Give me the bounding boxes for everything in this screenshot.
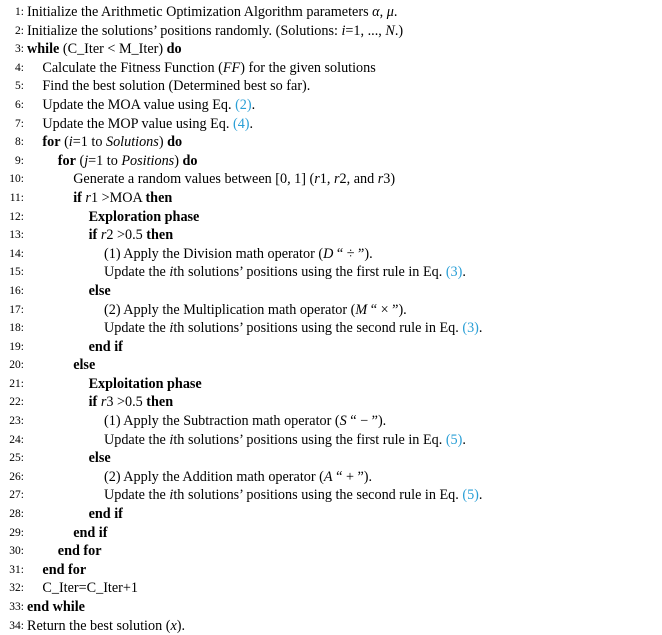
line-number: 30:	[9, 545, 24, 558]
math-symbol: i	[169, 487, 174, 504]
math-symbol: FF	[222, 59, 241, 76]
text-segment: Initialize the Arithmetic Optimization Algorithm parameters	[27, 4, 373, 20]
text-segment: 1,	[319, 171, 334, 188]
equation-reference-link[interactable]: (2)	[235, 96, 252, 113]
text-segment: th solutions’ positions using the first rule in Eq.	[173, 431, 446, 448]
text-segment: th solutions’ positions using the first rule in Eq.	[173, 264, 446, 281]
line-text	[89, 226, 174, 245]
text-segment: th solutions’ positions using the second rule in Eq.	[173, 320, 463, 337]
line-text	[89, 393, 174, 412]
text-segment: .	[462, 431, 466, 448]
math-symbol: r	[333, 171, 340, 188]
keyword: for	[57, 152, 76, 169]
text-segment: .	[251, 96, 256, 113]
line-number: 9:	[15, 154, 24, 167]
line-text	[104, 486, 482, 505]
text-segment: (1) Apply the Division math operator (	[104, 245, 324, 262]
math-symbol: r	[85, 189, 91, 206]
math-symbol: r	[100, 394, 107, 411]
text-segment: Update the	[104, 431, 170, 448]
line-number: 18:	[9, 322, 24, 335]
line-text	[42, 96, 255, 115]
keyword: end while	[27, 599, 85, 615]
line-text	[27, 22, 403, 41]
line-text	[42, 561, 86, 580]
text-segment: th solutions’ positions using the second rule in Eq.	[173, 487, 463, 504]
line-number: 29:	[9, 526, 24, 539]
line-number: 3:	[15, 43, 24, 56]
line-number: 28:	[9, 508, 24, 521]
line-text	[104, 412, 386, 431]
text-segment: Update the	[104, 487, 170, 504]
keyword: else	[88, 282, 111, 299]
line-number: 1:	[15, 6, 24, 18]
math-symbol: r	[377, 171, 384, 188]
text-segment: ,	[379, 4, 387, 20]
math-symbol: D	[323, 245, 334, 262]
line-text	[104, 431, 466, 450]
text-segment: “ − ”).	[346, 413, 387, 430]
line-text	[42, 77, 310, 96]
line-text	[73, 356, 95, 375]
line-number: 5:	[15, 80, 24, 93]
line-text	[104, 468, 372, 487]
keyword: if	[73, 189, 82, 206]
line-number: 22:	[9, 396, 24, 409]
line-number: 34:	[9, 619, 24, 632]
line-number: 10:	[9, 173, 24, 186]
math-symbol: x	[170, 617, 177, 634]
text-segment: 2, and	[339, 171, 378, 188]
line-text	[42, 59, 375, 78]
math-symbol: A	[323, 468, 333, 485]
equation-reference-link[interactable]: (3)	[462, 320, 479, 337]
keyword: end for	[57, 543, 102, 560]
line-text	[89, 338, 123, 357]
keyword: do	[166, 41, 182, 58]
line-number: 24:	[9, 433, 24, 446]
text-segment: .	[478, 320, 483, 337]
text-segment: Update the	[104, 320, 170, 337]
line-number: 33:	[9, 601, 24, 613]
keyword: else	[88, 450, 111, 467]
math-symbol: M	[355, 301, 368, 318]
equation-reference-link[interactable]: (3)	[445, 264, 463, 281]
line-text	[104, 245, 373, 264]
keyword: then	[146, 394, 174, 411]
text-segment: (1) Apply the Subtraction math operator (	[104, 413, 340, 430]
keyword: if	[88, 227, 98, 244]
text-segment: =1 to	[88, 152, 122, 169]
line-number: 12:	[9, 210, 24, 223]
text-segment: =1, ...,	[345, 22, 386, 39]
line-number: 32:	[9, 582, 24, 595]
text-segment: =1 to	[72, 134, 106, 151]
line-text	[89, 282, 111, 301]
text-segment: Update the	[104, 264, 170, 281]
text-segment: (2) Apply the Multiplication math operator (	[104, 301, 356, 318]
line-number: 17:	[9, 303, 24, 316]
text-segment: .	[249, 115, 254, 132]
keyword: then	[146, 227, 174, 244]
keyword: while	[27, 41, 60, 58]
math-symbol: r	[100, 227, 107, 244]
line-number: 11:	[9, 191, 24, 204]
line-text	[104, 263, 466, 282]
line-text	[89, 375, 202, 394]
text-segment: .	[393, 4, 398, 20]
math-symbol: i	[341, 22, 346, 39]
equation-reference-link[interactable]: (4)	[232, 115, 250, 132]
text-segment: 3)	[383, 171, 396, 188]
math-symbol: α	[372, 4, 380, 20]
text-segment: Update the MOA value using Eq.	[42, 96, 236, 113]
text-segment: Generate a random values between [0, 1] (	[73, 171, 315, 188]
math-symbol: N	[385, 22, 395, 39]
text-segment: 2 >0.5	[106, 227, 147, 244]
text-segment: (C_Iter < M_Iter)	[59, 41, 167, 58]
line-text	[58, 152, 198, 171]
keyword: Exploitation phase	[88, 375, 202, 392]
line-text	[73, 170, 395, 189]
text-segment: .	[478, 487, 483, 504]
text-segment: (	[75, 152, 85, 169]
keyword: do	[182, 152, 198, 169]
math-symbol: i	[169, 320, 174, 337]
keyword: end if	[73, 524, 108, 541]
line-text	[73, 524, 107, 543]
text-segment: Calculate the Fitness Function (	[42, 59, 223, 76]
math-symbol: i	[68, 134, 73, 151]
text-segment: )	[174, 152, 183, 169]
keyword: end if	[88, 338, 123, 355]
line-text	[58, 542, 102, 561]
line-number: 15:	[9, 266, 24, 279]
text-segment: ) for the given solutions	[240, 59, 376, 76]
keyword: end if	[88, 506, 123, 523]
line-number: 31:	[9, 563, 24, 576]
text-segment: (	[60, 134, 69, 151]
line-number: 13:	[9, 229, 24, 242]
text-segment: Find the best solution (Determined best so far).	[42, 78, 311, 95]
text-segment: C_Iter=C_Iter+1	[42, 580, 138, 597]
text-segment: .)	[394, 22, 404, 39]
text-segment: “ ÷ ”).	[333, 245, 373, 262]
line-text	[104, 319, 482, 338]
line-text	[42, 579, 138, 598]
text-segment: .	[462, 264, 466, 281]
keyword: Exploration phase	[88, 208, 200, 225]
equation-reference-link[interactable]: (5)	[462, 487, 479, 504]
line-number: 8:	[15, 136, 24, 149]
line-number: 25:	[9, 452, 24, 465]
text-segment: )	[158, 134, 168, 151]
math-symbol: j	[84, 152, 89, 169]
text-segment: Return the best solution (	[27, 617, 171, 634]
line-text	[104, 301, 407, 320]
line-number: 26:	[9, 470, 24, 483]
math-symbol: i	[169, 264, 174, 281]
line-text	[89, 208, 200, 227]
math-symbol: μ	[386, 4, 394, 20]
text-segment: ).	[176, 617, 186, 634]
line-number: 16:	[9, 284, 24, 297]
line-number: 19:	[9, 340, 24, 353]
line-text	[89, 449, 111, 468]
keyword: if	[88, 394, 98, 411]
line-number: 2:	[15, 24, 24, 37]
line-text	[42, 133, 182, 152]
keyword: else	[73, 357, 96, 374]
math-symbol: Solutions	[105, 134, 159, 151]
keyword: for	[42, 134, 61, 151]
text-segment: 3 >0.5	[106, 394, 147, 411]
line-number: 6:	[15, 98, 24, 111]
math-symbol: r	[314, 171, 320, 188]
line-number: 14:	[9, 247, 24, 260]
math-symbol: i	[169, 431, 174, 448]
line-number: 27:	[9, 489, 24, 502]
text-segment: Initialize the solutions’ positions randomly. (Solutions:	[27, 22, 342, 39]
line-text	[27, 3, 397, 22]
line-number: 20:	[9, 359, 24, 372]
math-symbol: Positions	[121, 152, 175, 169]
line-text	[27, 617, 185, 635]
line-text	[27, 598, 85, 617]
text-segment: 1 >MOA	[90, 189, 146, 206]
math-symbol: S	[339, 413, 347, 430]
equation-reference-link[interactable]: (5)	[445, 431, 463, 448]
keyword: then	[145, 189, 173, 206]
keyword: do	[167, 134, 183, 151]
text-segment: (2) Apply the Addition math operator (	[104, 468, 324, 485]
line-number: 4:	[15, 61, 24, 74]
line-text	[27, 40, 182, 59]
line-number: 7:	[15, 117, 24, 130]
text-segment: “ + ”).	[332, 468, 373, 485]
text-segment: “ × ”).	[367, 301, 407, 318]
text-segment: Update the MOP value using Eq.	[42, 115, 233, 132]
line-text	[73, 189, 172, 208]
keyword: end for	[42, 561, 87, 578]
line-number: 23:	[9, 415, 24, 428]
line-text	[42, 115, 253, 134]
line-text	[89, 505, 123, 524]
line-number: 21:	[9, 377, 24, 390]
